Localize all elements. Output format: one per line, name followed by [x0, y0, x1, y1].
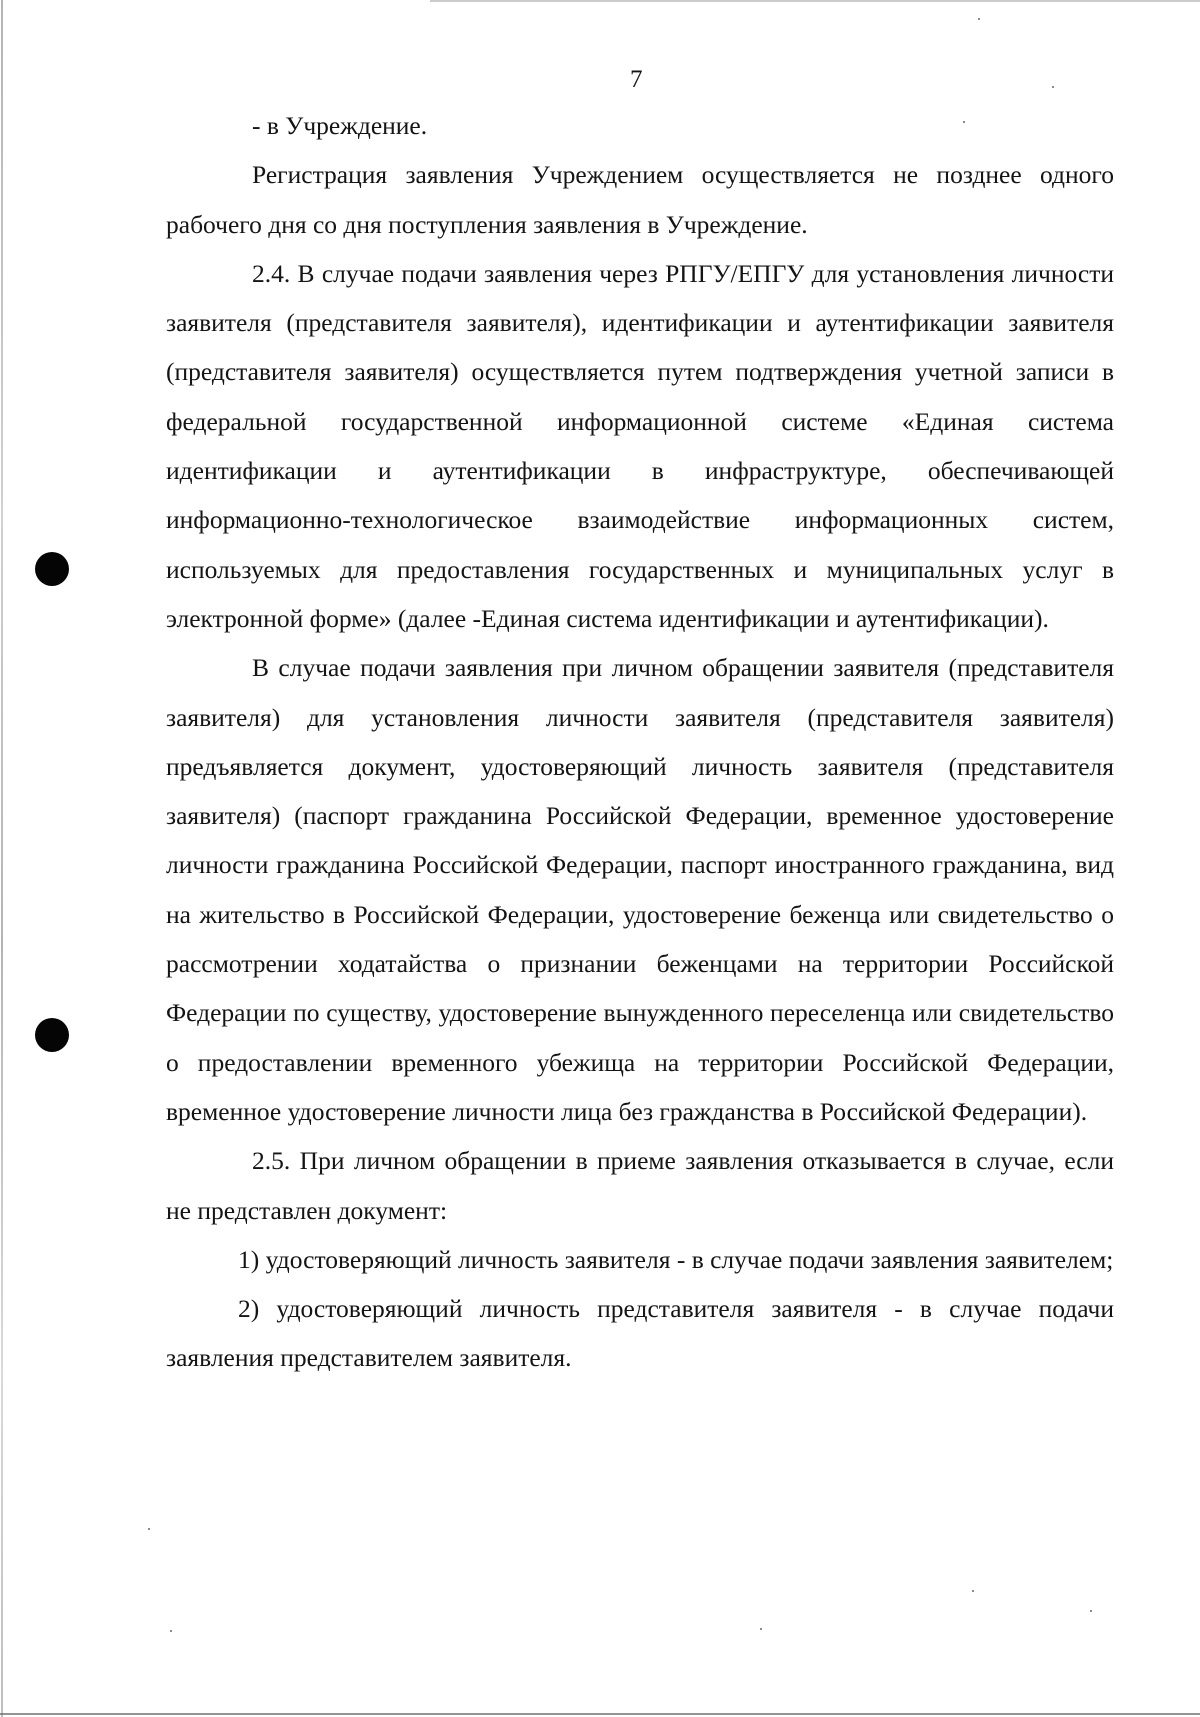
paragraph-registration: Регистрация заявления Учреждением осуществляется не позднее одного рабочего дня со дня поступления заявления в Учреждение.: [166, 160, 1114, 239]
paragraph-2-5: 2.5. При личном обращении в приеме заявления отказывается в случае, если не представлен документ:: [166, 1146, 1114, 1225]
scan-bottom-edge: [0, 1713, 1200, 1715]
scan-speck: [1052, 86, 1054, 88]
paragraph-personal-visit: В случае подачи заявления при личном обращении заявителя (представителя заявителя) для установления личности заявителя (представителя заявителя) предъявляется документ, удостоверяющий личность заявителя (представителя заявителя) (паспорт гражданина Российской Федерации, временное удостоверение личности гражданина Российской Федерации, паспорт иностранного гражданина, вид на жительство в Российской Федерации, удостоверение беженца или свидетельство о рассмотрении ходатайства о признании беженцами на территории Российской Федерации по существу, удостоверение вынужденного переселенца или свидетельство о предоставлении временного убежища на территории Российской Федерации, временное удостоверение личности лица без гражданства в Российской Федерации).: [166, 653, 1114, 1126]
punch-hole-mark: [35, 1018, 69, 1052]
paragraph-recipient: - в Учреждение.: [252, 111, 428, 140]
scan-speck: [963, 121, 965, 123]
scan-speck: [1090, 1610, 1092, 1612]
list-item-2: 2) удостоверяющий личность представителя заявителя - в случае подачи заявления представителем заявителя.: [166, 1294, 1114, 1373]
document-body: [166, 101, 1114, 1383]
list-item-1: 1) удостоверяющий личность заявителя - в случае подачи заявления заявителем;: [238, 1244, 1114, 1274]
scan-speck: [972, 1590, 974, 1592]
scan-speck: [170, 1630, 172, 1632]
paragraph-2-4: 2.4. В случае подачи заявления через РПГУ/ЕПГУ для установления личности заявителя (представителя заявителя), идентификации и аутентификации заявителя (представителя заявителя) осуществляется путем подтверждения учетной записи в федеральной государственной информационной системе «Единая система идентификации и аутентификации в инфраструктуре, обеспечивающей информационно-технологическое взаимодействие информационных систем, используемых для предоставления государственных и муниципальных услуг в электронной форме» (далее -Единая система идентификации и аутентификации).: [166, 258, 1114, 633]
scan-speck: [148, 1528, 150, 1530]
scan-speck: [978, 18, 980, 20]
scan-speck: [760, 1628, 762, 1630]
page-number: 7: [630, 66, 643, 93]
scan-left-edge: [1, 0, 3, 1717]
punch-hole-mark: [35, 552, 69, 586]
scan-top-edge: [430, 0, 1200, 2]
